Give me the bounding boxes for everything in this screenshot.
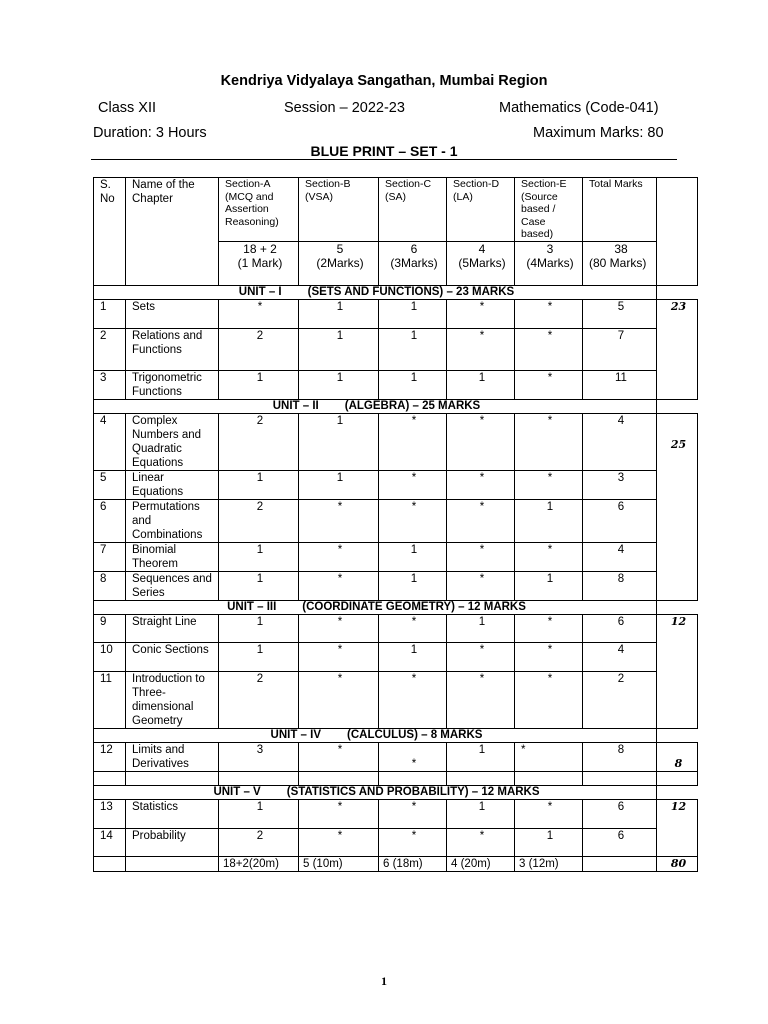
blueprint-title: BLUE PRINT – SET - 1	[310, 143, 458, 159]
header-section-b: Section-B (VSA)	[299, 178, 379, 242]
table-row	[94, 499, 698, 542]
header-divider	[91, 159, 677, 160]
table-row	[94, 799, 698, 828]
row-section-e: *	[515, 370, 583, 399]
row-section-b: 1	[299, 470, 379, 499]
unit-heading: UNIT – IV (CALCULUS) – 8 MARKS	[94, 728, 657, 742]
row-total: 6	[583, 499, 657, 542]
header-section-d: Section-D (LA)	[447, 178, 515, 242]
row-section-c: *	[379, 671, 447, 728]
row-section-b: *	[299, 799, 379, 828]
row-section-b: 1	[299, 370, 379, 399]
row-chapter: Straight Line	[126, 614, 219, 642]
total-section-e: 3 (12m)	[515, 856, 583, 871]
unit-row	[94, 600, 698, 614]
unit-heading: UNIT – V (STATISTICS AND PROBABILITY) – 12 MARKS	[94, 785, 657, 799]
row-total: 6	[583, 614, 657, 642]
organization-title: Kendriya Vidyalaya Sangathan, Mumbai Region	[220, 73, 548, 89]
row-section-e: *	[515, 799, 583, 828]
row-section-c: *	[379, 413, 447, 470]
table-row	[94, 614, 698, 642]
row-section-b: 1	[299, 299, 379, 328]
row-section-c: *	[379, 799, 447, 828]
row-total: 8	[583, 742, 657, 771]
row-sno: 1	[94, 299, 126, 328]
row-total: 4	[583, 642, 657, 671]
total-section-a: 18+2(20m)	[219, 856, 299, 871]
table-header-row	[94, 178, 698, 242]
row-section-a: 1	[219, 470, 299, 499]
header-unit-total	[657, 178, 698, 286]
header-section-c: Section-C (SA)	[379, 178, 447, 242]
row-section-a: 1	[219, 799, 299, 828]
row-chapter: Statistics	[126, 799, 219, 828]
table-row	[94, 742, 698, 771]
row-section-a: *	[219, 299, 299, 328]
grand-total: 80	[657, 856, 698, 871]
row-sno: 6	[94, 499, 126, 542]
row-sno: 13	[94, 799, 126, 828]
row-section-d: *	[447, 671, 515, 728]
row-section-e: 1	[515, 571, 583, 600]
row-chapter: Sets	[126, 299, 219, 328]
row-section-a: 1	[219, 614, 299, 642]
row-section-d: *	[447, 299, 515, 328]
subheader-total: 38 (80 Marks)	[583, 241, 657, 285]
row-total: 4	[583, 542, 657, 571]
row-total: 3	[583, 470, 657, 499]
table-row	[94, 642, 698, 671]
row-chapter: Introduction to Three-dimensional Geometry	[126, 671, 219, 728]
subheader-section-c: 6 (3Marks)	[379, 241, 447, 285]
row-section-a: 2	[219, 671, 299, 728]
row-section-d: *	[447, 828, 515, 856]
row-section-e: *	[515, 470, 583, 499]
subheader-section-d: 4 (5Marks)	[447, 241, 515, 285]
row-sno: 12	[94, 742, 126, 771]
row-section-e: *	[515, 542, 583, 571]
unit-total: 8	[657, 742, 698, 771]
row-chapter: Conic Sections	[126, 642, 219, 671]
table-row	[94, 370, 698, 399]
row-total: 6	[583, 799, 657, 828]
table-row	[94, 671, 698, 728]
row-section-a: 2	[219, 413, 299, 470]
row-section-d: 1	[447, 370, 515, 399]
row-section-a: 2	[219, 499, 299, 542]
row-section-c: 1	[379, 571, 447, 600]
row-section-d: *	[447, 470, 515, 499]
unit-total: 12	[657, 799, 698, 856]
total-section-b: 5 (10m)	[299, 856, 379, 871]
row-section-c: *	[379, 499, 447, 542]
row-chapter: Probability	[126, 828, 219, 856]
unit-total: 25	[657, 413, 698, 600]
row-total: 2	[583, 671, 657, 728]
table-row	[94, 542, 698, 571]
row-section-b: *	[299, 499, 379, 542]
row-chapter: Binomial Theorem	[126, 542, 219, 571]
unit-row	[94, 785, 698, 799]
row-section-b: *	[299, 642, 379, 671]
row-section-d: *	[447, 642, 515, 671]
row-section-e: *	[515, 614, 583, 642]
table-row	[94, 413, 698, 470]
row-section-a: 1	[219, 542, 299, 571]
row-section-b: 1	[299, 413, 379, 470]
header-section-a: Section-A (MCQ and Assertion Reasoning)	[219, 178, 299, 242]
row-section-a: 2	[219, 328, 299, 370]
row-section-e: *	[515, 671, 583, 728]
row-section-b: *	[299, 828, 379, 856]
row-section-d: 1	[447, 799, 515, 828]
row-section-c: 1	[379, 542, 447, 571]
table-row	[94, 470, 698, 499]
row-section-b: 1	[299, 328, 379, 370]
row-section-c: *	[379, 828, 447, 856]
row-sno: 10	[94, 642, 126, 671]
totals-row	[94, 856, 698, 871]
unit-row	[94, 728, 698, 742]
table-row	[94, 828, 698, 856]
header-chapter: Name of the Chapter	[126, 178, 219, 286]
row-section-d: *	[447, 499, 515, 542]
row-sno: 14	[94, 828, 126, 856]
header-total: Total Marks	[583, 178, 657, 242]
subheader-section-b: 5 (2Marks)	[299, 241, 379, 285]
row-section-a: 2	[219, 828, 299, 856]
unit-heading: UNIT – II (ALGEBRA) – 25 MARKS	[94, 399, 657, 413]
row-sno: 11	[94, 671, 126, 728]
row-section-a: 1	[219, 370, 299, 399]
row-section-b: *	[299, 742, 379, 771]
subject-label: Mathematics (Code-041)	[499, 100, 659, 116]
subheader-section-e: 3 (4Marks)	[515, 241, 583, 285]
row-section-a: 1	[219, 642, 299, 671]
row-chapter: Linear Equations	[126, 470, 219, 499]
unit-row	[94, 399, 698, 413]
table-row	[94, 328, 698, 370]
row-section-a: 3	[219, 742, 299, 771]
row-sno: 7	[94, 542, 126, 571]
row-section-d: *	[447, 328, 515, 370]
blueprint-table	[93, 177, 698, 872]
row-chapter: Complex Numbers and Quadratic Equations	[126, 413, 219, 470]
row-total: 8	[583, 571, 657, 600]
unit-row	[94, 285, 698, 299]
row-section-b: *	[299, 614, 379, 642]
table-row	[94, 299, 698, 328]
spacer-row	[94, 771, 698, 785]
unit-total: 23	[657, 299, 698, 399]
row-section-b: *	[299, 671, 379, 728]
total-section-c: 6 (18m)	[379, 856, 447, 871]
row-chapter: Limits and Derivatives	[126, 742, 219, 771]
header-section-e: Section-E (Source based / Case based)	[515, 178, 583, 242]
row-section-c: *	[379, 614, 447, 642]
row-section-d: *	[447, 571, 515, 600]
row-section-d: 1	[447, 742, 515, 771]
row-section-c: 1	[379, 642, 447, 671]
row-section-b: *	[299, 571, 379, 600]
row-sno: 3	[94, 370, 126, 399]
row-chapter: Permutations and Combinations	[126, 499, 219, 542]
row-section-c: *	[379, 470, 447, 499]
row-chapter: Trigonometric Functions	[126, 370, 219, 399]
row-total: 4	[583, 413, 657, 470]
session-label: Session – 2022-23	[284, 100, 405, 116]
row-section-b: *	[299, 542, 379, 571]
row-section-c: 1	[379, 299, 447, 328]
row-section-e: *	[515, 413, 583, 470]
row-section-d: 1	[447, 614, 515, 642]
page-number: 1	[381, 974, 387, 988]
row-section-d: *	[447, 413, 515, 470]
row-total: 7	[583, 328, 657, 370]
max-marks-label: Maximum Marks: 80	[533, 125, 664, 141]
unit-heading: UNIT – I (SETS AND FUNCTIONS) – 23 MARKS	[94, 285, 657, 299]
row-section-e: 1	[515, 499, 583, 542]
class-label: Class XII	[98, 100, 157, 116]
row-chapter: Relations and Functions	[126, 328, 219, 370]
total-section-d: 4 (20m)	[447, 856, 515, 871]
row-section-e: *	[515, 299, 583, 328]
unit-heading: UNIT – III (COORDINATE GEOMETRY) – 12 MARKS	[94, 600, 657, 614]
table-row	[94, 571, 698, 600]
row-section-d: *	[447, 542, 515, 571]
row-section-e: *	[515, 742, 583, 771]
row-section-e: *	[515, 642, 583, 671]
row-total: 11	[583, 370, 657, 399]
row-section-e: *	[515, 328, 583, 370]
row-sno: 4	[94, 413, 126, 470]
duration-label: Duration: 3 Hours	[93, 125, 207, 141]
row-sno: 9	[94, 614, 126, 642]
row-section-a: 1	[219, 571, 299, 600]
row-section-e: 1	[515, 828, 583, 856]
row-section-c: 1	[379, 370, 447, 399]
unit-total: 12	[657, 614, 698, 728]
row-sno: 2	[94, 328, 126, 370]
row-total: 5	[583, 299, 657, 328]
header-sno: S. No	[94, 178, 126, 286]
row-section-c: 1	[379, 328, 447, 370]
row-chapter: Sequences and Series	[126, 571, 219, 600]
row-sno: 8	[94, 571, 126, 600]
row-total: 6	[583, 828, 657, 856]
subheader-section-a: 18 + 2 (1 Mark)	[219, 241, 299, 285]
row-section-c: *	[379, 742, 447, 771]
row-sno: 5	[94, 470, 126, 499]
